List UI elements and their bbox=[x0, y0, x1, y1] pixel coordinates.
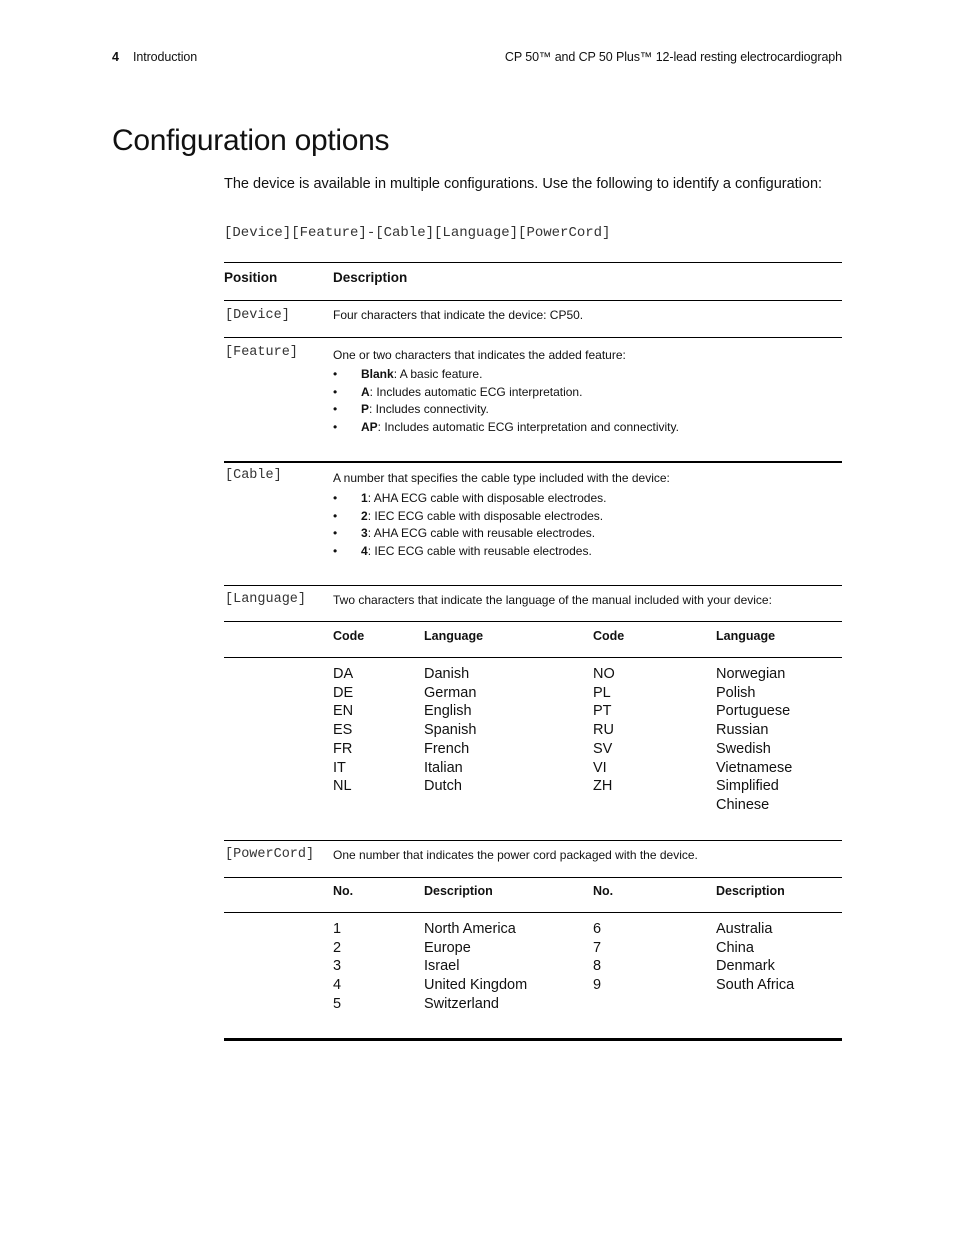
page-number: 4 bbox=[112, 50, 119, 64]
language-names-right: Norwegian Polish Portuguese Russian Swedish Vietnamese Simplified Chinese bbox=[716, 666, 793, 813]
header-doc-title: CP 50™ and CP 50 Plus™ 12-lead resting electrocardiograph bbox=[504, 50, 842, 64]
list-item: • 1: AHA ECG cable with disposable electrodes. bbox=[333, 491, 607, 505]
header-section: Introduction bbox=[133, 50, 198, 64]
list-item: • 3: AHA ECG cable with reusable electrodes. bbox=[333, 526, 596, 540]
device-description: Four characters that indicate the device: CP50. bbox=[333, 308, 584, 322]
row-rule bbox=[224, 840, 842, 841]
list-item: • A: Includes automatic ECG interpretation. bbox=[333, 384, 583, 399]
language-description: Two characters that indicate the language of the manual included with your device: bbox=[333, 593, 772, 607]
feature-position: [Feature] bbox=[225, 345, 298, 360]
feature-list bbox=[333, 366, 679, 436]
device-position: [Device] bbox=[225, 308, 290, 323]
row-rule bbox=[224, 337, 842, 338]
table-bottom-rule bbox=[224, 1038, 842, 1041]
cable-description: A number that specifies the cable type included with the device: bbox=[333, 471, 670, 485]
subheader-no: No. bbox=[333, 884, 354, 898]
row-rule bbox=[224, 461, 842, 463]
header-rule bbox=[224, 300, 842, 301]
list-item: • 2: IEC ECG cable with disposable electrodes. bbox=[333, 508, 604, 523]
powercord-position: [PowerCord] bbox=[225, 847, 315, 862]
subheader-code: Code bbox=[593, 629, 625, 643]
language-codes-left: DA DE EN ES FR IT NL bbox=[333, 666, 354, 795]
cable-list bbox=[333, 490, 606, 560]
feature-description: One or two characters that indicates the added feature: bbox=[333, 348, 626, 362]
subheader-language: Language bbox=[716, 629, 776, 643]
powercord-names-left: North America Europe Israel United Kingdom Switzerland bbox=[424, 921, 528, 1012]
language-names-left: Danish German English Spanish French Italian Dutch bbox=[424, 666, 477, 795]
page-title: Configuration options bbox=[112, 124, 390, 157]
subheader-description: Description bbox=[716, 884, 785, 898]
subtable-rule bbox=[224, 877, 842, 878]
list-item: • P: Includes connectivity. bbox=[333, 402, 489, 416]
subtable-header-rule bbox=[224, 912, 842, 913]
subheader-description: Description bbox=[424, 884, 493, 898]
subheader-code: Code bbox=[333, 629, 365, 643]
powercord-nums-right: 6 7 8 9 bbox=[593, 921, 602, 994]
col-header-description: Description bbox=[333, 270, 408, 285]
list-item: • Blank: A basic feature. bbox=[333, 367, 483, 381]
list-item: • AP: Includes automatic ECG interpretation and connectivity. bbox=[333, 419, 679, 434]
col-header-position: Position bbox=[224, 270, 278, 285]
powercord-nums-left: 1 2 3 4 5 bbox=[333, 921, 342, 1012]
powercord-names-right: Australia China Denmark South Africa bbox=[716, 921, 795, 994]
row-rule bbox=[224, 585, 842, 586]
subheader-language: Language bbox=[424, 629, 484, 643]
intro-paragraph: The device is available in multiple configurations. Use the following to identify a configuration: bbox=[224, 176, 823, 192]
table-top-rule bbox=[224, 262, 842, 263]
language-codes-right: NO PL PT RU SV VI ZH bbox=[593, 666, 615, 795]
subtable-header-rule bbox=[224, 657, 842, 658]
subheader-no: No. bbox=[593, 884, 614, 898]
subtable-rule bbox=[224, 621, 842, 622]
format-string: [Device][Feature]-[Cable][Language][PowerCord] bbox=[224, 225, 611, 241]
powercord-description: One number that indicates the power cord packaged with the device. bbox=[333, 848, 698, 862]
language-position: [Language] bbox=[225, 592, 307, 607]
cable-position: [Cable] bbox=[225, 468, 282, 483]
list-item: • 4: IEC ECG cable with reusable electrodes. bbox=[333, 543, 592, 558]
